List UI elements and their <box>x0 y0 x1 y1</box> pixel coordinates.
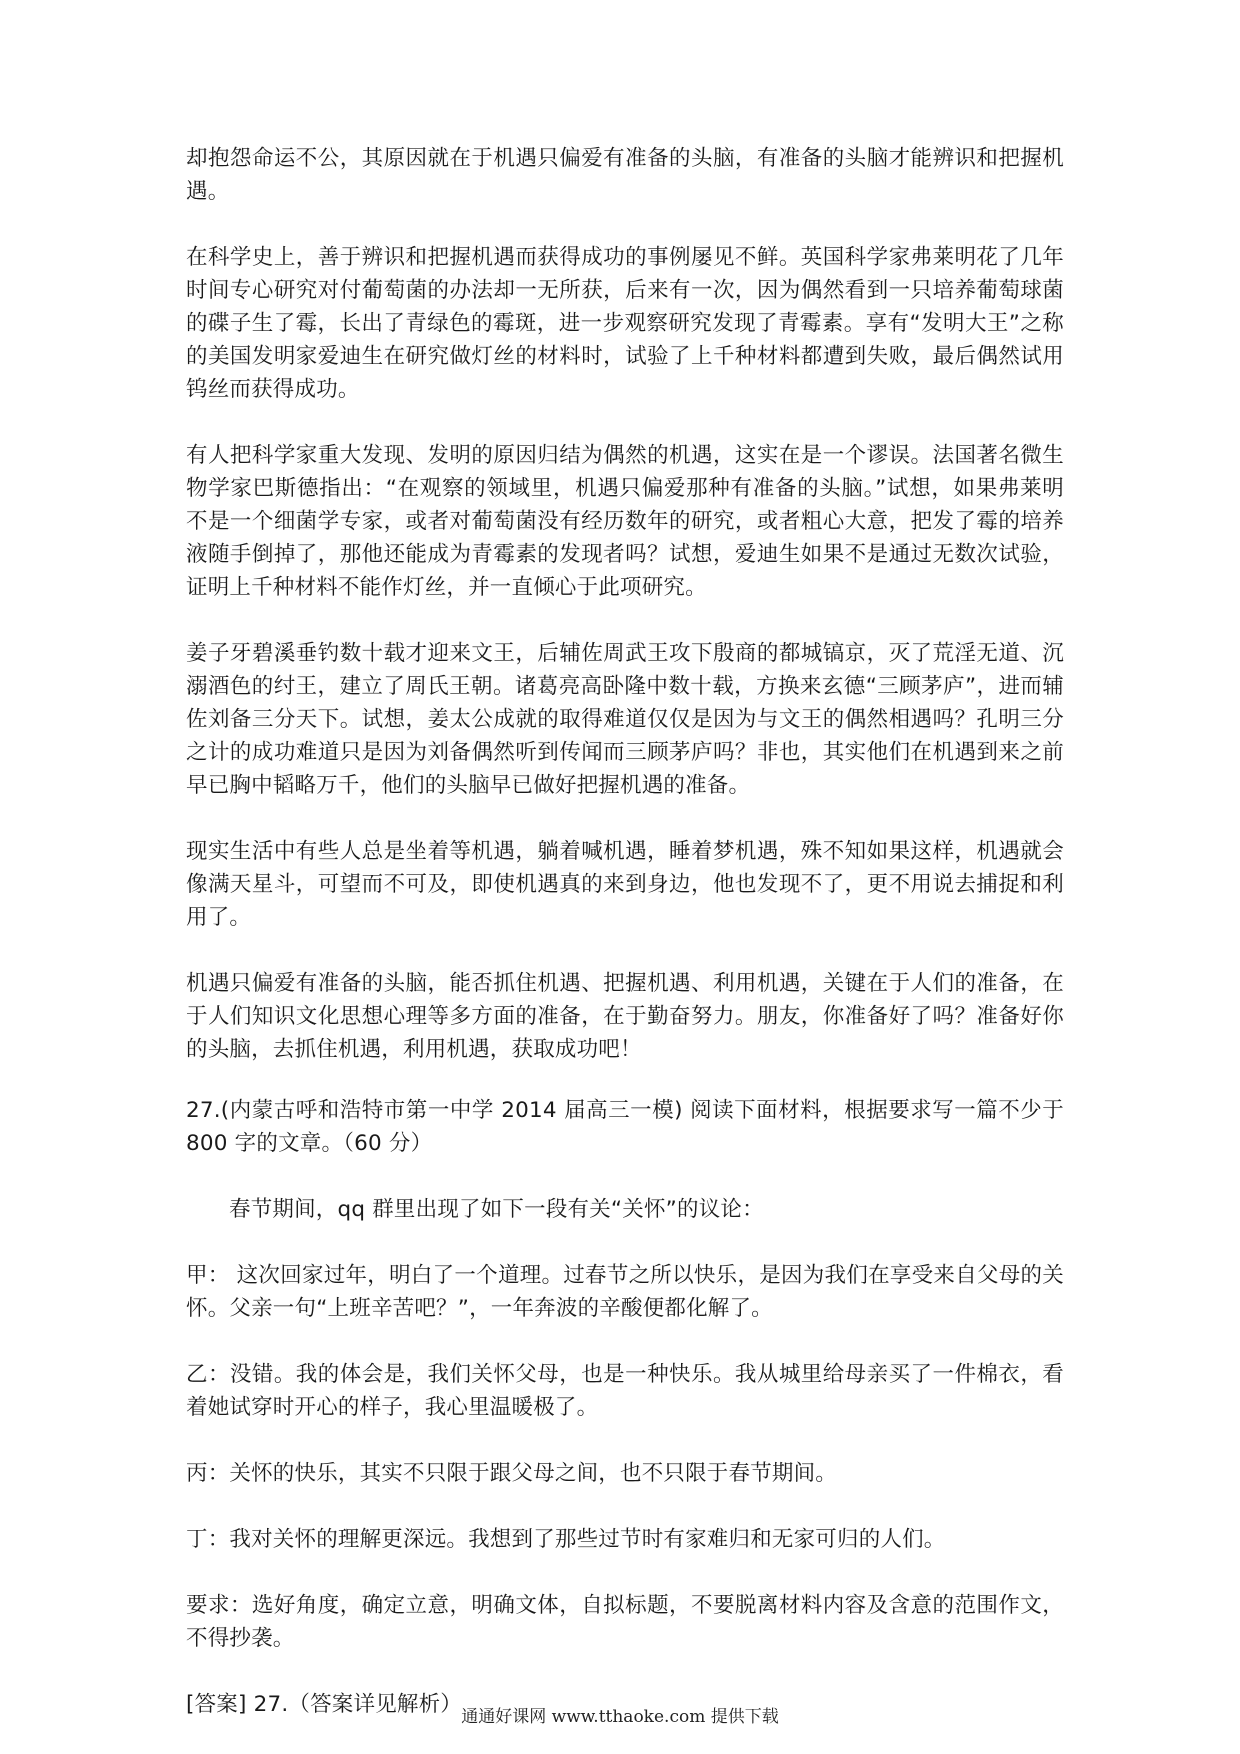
question-27-prompt: 27.(内蒙古呼和浩特市第一中学 2014 届高三一模) 阅读下面材料，根据要求写一篇不少于 800 字的文章。（60 分） <box>186 1098 1064 1156</box>
footer-url[interactable]: www.tthaoke.com <box>551 1707 706 1727</box>
material-speaker-jia: 甲： 这次回家过年，明白了一个道理。过春节之所以快乐，是因为我们在享受来自父母的关怀。父亲一句“上班辛苦吧？”，一年奔波的辛酸便都化解了。 <box>186 1263 1064 1321</box>
material-speaker-yi: 乙：没错。我的体会是，我们关怀父母，也是一种快乐。我从城里给母亲买了一件棉衣，看着她试穿时开心的样子，我心里温暖极了。 <box>186 1362 1064 1420</box>
paragraph-waiting-people: 现实生活中有些人总是坐着等机遇，躺着喊机遇，睡着梦机遇，殊不知如果这样，机遇就会像满天星斗，可望而不可及，即使机遇真的来到身边，他也发现不了，更不用说去捕捉和利用了。 <box>186 839 1064 930</box>
material-intro: 春节期间，qq 群里出现了如下一段有关“关怀”的议论： <box>229 1197 764 1222</box>
paragraph-historical-examples: 姜子牙碧溪垂钓数十载才迎来文王，后辅佐周武王攻下殷商的都城镐京，灭了荒淫无道、沉溺酒色的纣王，建立了周氏王朝。诸葛亮高卧隆中数十载，方换来玄德“三顾茅庐”，进而辅佐刘备三分天下。试想，姜太公成就的取得难道仅仅是因为与文王的偶然相遇吗？孔明三分之计的成功难道只是因为刘备偶然听到传闻而三顾茅庐吗？非也，其实他们在机遇到来之前早已胸中韬略万千，他们的头脑早已做好把握机遇的准备。 <box>186 641 1064 798</box>
footer-site-name: 通通好课网 <box>461 1707 547 1727</box>
paragraph-closing: 机遇只偏爱有准备的头脑，能否抓住机遇、把握机遇、利用机遇，关键在于人们的准备，在于人们知识文化思想心理等多方面的准备，在于勤奋努力。朋友，你准备好了吗？准备好你的头脑，去抓住机遇，利用机遇，获取成功吧！ <box>186 971 1064 1062</box>
material-speaker-ding: 丁：我对关怀的理解更深远。我想到了那些过节时有家难归和无家可归的人们。 <box>186 1527 946 1552</box>
page-footer <box>0 1706 1240 1728</box>
material-speaker-bing: 丙：关怀的快乐，其实不只限于跟父母之间，也不只限于春节期间。 <box>186 1461 838 1486</box>
document-body <box>186 142 1064 1721</box>
paragraph-pasteur-quote: 有人把科学家重大发现、发明的原因归结为偶然的机遇，这实在是一个谬误。法国著名微生物学家巴斯德指出：“在观察的领域里，机遇只偏爱那种有准备的头脑。”试想，如果弗莱明不是一个细菌学专家，或者对葡萄菌没有经历数年的研究，或者粗心大意，把发了霉的培养液随手倒掉了，那他还能成为青霉素的发现者吗？试想，爱迪生如果不是通过无数次试验，证明上千种材料不能作灯丝，并一直倾心于此项研究。 <box>186 443 1064 600</box>
paragraph-opportunity-conclusion: 却抱怨命运不公，其原因就在于机遇只偏爱有准备的头脑，有准备的头脑才能辨识和把握机遇。 <box>186 146 1064 204</box>
footer-note: 提供下载 <box>710 1707 779 1727</box>
paragraph-science-examples: 在科学史上，善于辨识和把握机遇而获得成功的事例屡见不鲜。英国科学家弗莱明花了几年时间专心研究对付葡萄菌的办法却一无所获，后来有一次，因为偶然看到一只培养葡萄球菌的碟子生了霉，长出了青绿色的霉斑，进一步观察研究发现了青霉素。享有“发明大王”之称的美国发明家爱迪生在研究做灯丝的材料时，试验了上千种材料都遭到失败，最后偶然试用钨丝而获得成功。 <box>186 245 1064 402</box>
writing-requirements: 要求：选好角度，确定立意，明确文体，自拟标题，不要脱离材料内容及含意的范围作文，不得抄袭。 <box>186 1593 1064 1651</box>
answer-line: [答案] 27.（答案详见解析） <box>186 1692 463 1717</box>
